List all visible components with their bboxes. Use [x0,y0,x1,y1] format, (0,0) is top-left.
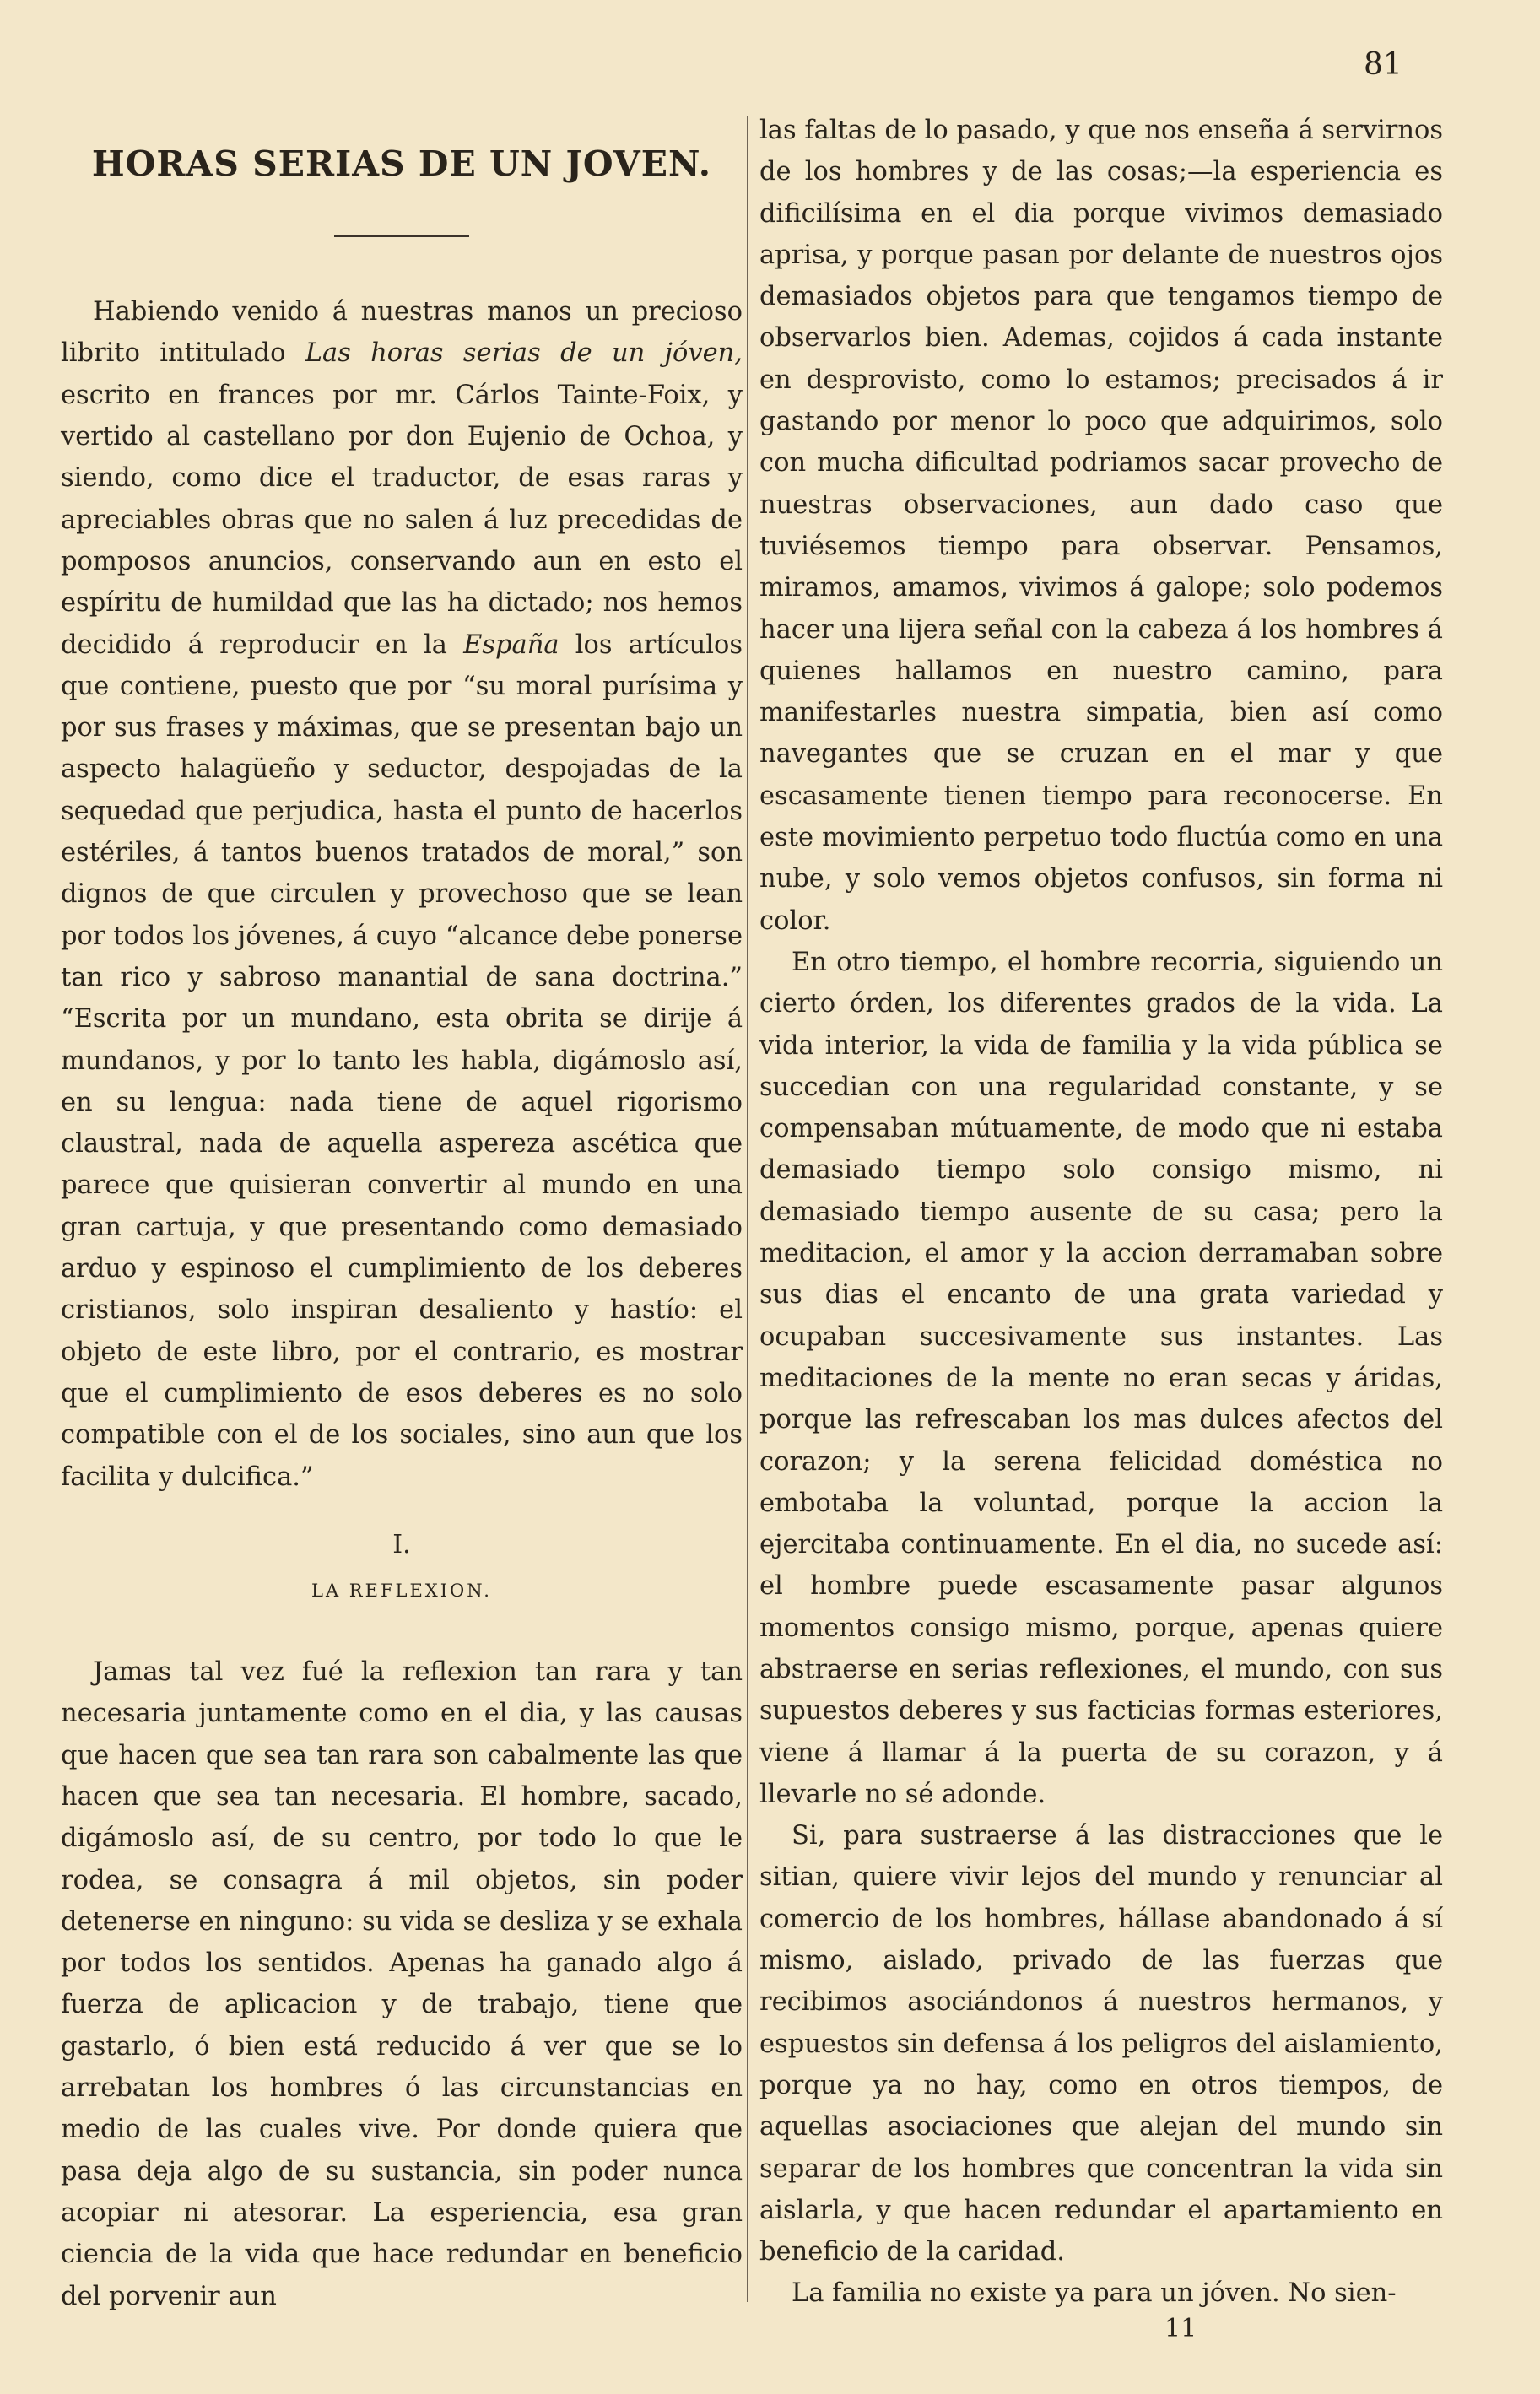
signature-mark: 11 [1164,2314,1197,2343]
section-title: LA REFLEXION. [311,1580,492,1601]
right-column [759,110,1443,2315]
intro-text-c: los artículos que contiene, puesto que por “su moral purísima y por sus frases y máximas, que se presentan bajo un aspecto halagüeño y seductor, despojadas de la sequedad que perjudica, hasta el punto de hacerlos estériles, á tantos buenos tratados de moral,” son dignos de que circulen y provechoso que se lean por todos los jóvenes, á cuyo “alcance debe ponerse tan rico y sabroso manantial de sana doctrina.” “Escrita por un mundano, esta obrita se dirije á mundanos, y por lo tanto les habla, digámoslo así, en su lengua: nada tiene de aquel rigorismo claustral, nada de aquella aspereza ascética que parece que quisieran convertir al mundo en una gran cartuja, y que presentando como demasiado arduo y espinoso el cumplimiento de los deberes cristianos, solo inspiran desaliento y hastío: el objeto de este libro, por el contrario, es mostrar que el cumplimiento de esos deberes es no solo compatible con el de los sociales, sino aun que los facilita y dulcifica.” [61,630,743,1492]
body-paragraph: En otro tiempo, el hombre recorria, siguiendo un cierto órden, los diferentes grados de la vida. La vida interior, la vida de familia y la vida pública se succedian con una regularidad constante, y se compensaban mútuamente, de modo que ni estaba demasiado tiempo solo consigo mismo, ni demasiado tiempo ausente de su casa; pero la meditacion, el amor y la accion derramaban sobre sus dias el encanto de una grata variedad y ocupaban succesivamente sus instantes. Las meditaciones de la mente no eran secas y áridas, porque las refrescaban los mas dulces afectos del corazon; y la serena felicidad doméstica no embotaba la voluntad, porque la accion la ejercitaba continuamente. En el dia, no sucede así: el hombre puede escasamente pasar algunos momentos consigo mismo, porque, apenas quiere abstraerse en serias reflexiones, el mundo, con sus supuestos deberes y sus facticias formas esteriores, viene á llamar á la puerta de su corazon, y á llevarle no sé adonde. [759,947,1443,1809]
page-number: 81 [1364,47,1402,82]
newspaper-name-italic: España [463,630,559,660]
title-rule [334,235,469,237]
intro-text-b: escrito en frances por mr. Cárlos Tainte-Foix, y vertido al castellano por don Eujenio de Ochoa, y siendo, como dice el traductor, de esas raras y apreciables obras que no salen á luz precedidas de pomposos anuncios, conservando aun en esto el espíritu de humildad que las ha dictado; nos hemos decidido á reproducir en la [61,380,743,660]
article-title: HORAS SERIAS DE UN JOVEN. [91,143,712,184]
book-title-italic: Las horas serias de un jóven, [305,338,743,369]
intro-paragraph [61,291,743,1498]
body-paragraph: las faltas de lo pasado, y que nos enseña á servirnos de los hombres y de las cosas;—la esperiencia es dificilísima en el dia porque vivimos demasiado aprisa, y porque pasan por delante de nuestros ojos demasiados objetos para que tengamos tiempo de observarlos bien. Ademas, cojidos á cada instante en desprovisto, como lo estamos; precisados á ir gastando por menor lo poco que adquirimos, solo con mucha dificultad podriamos sacar provecho de nuestras observaciones, aun dado caso que tuviésemos tiempo para observar. Pensamos, miramos, amamos, vivimos á galope; solo podemos hacer una lijera señal con la cabeza á los hombres á quienes hallamos en nuestro camino, para manifestarles nuestra simpatia, bien así como navegantes que se cruzan en el mar y que escasamente tienen tiempo para reconocerse. En este movimiento perpetuo todo fluctúa como en una nube, y solo vemos objetos confusos, sin forma ni color. [759,116,1443,936]
intro-text-a: Habiendo venido á nuestras manos un precioso librito intitulado [61,297,743,369]
body-paragraph: Si, para sustraerse á las distracciones que le sitian, quiere vivir lejos del mundo y renunciar al comercio de los hombres, hállase abandonado á sí mismo, aislado, privado de las fuerzas que recibimos asociándonos á nuestros hermanos, y espuestos sin defensa á los peligros del aislamiento, porque ya no hay, como en otros tiempos, de aquellas asociaciones que alejan del mundo sin separar de los hombres que concentran la vida sin aislarla, y que hacen redundar el apartamiento en beneficio de la caridad. [759,1821,1443,2267]
body-paragraph: Jamas tal vez fué la reflexion tan rara y tan necesaria juntamente como en el dia, y las causas que hacen que sea tan rara son cabalmente las que hacen que sea tan necesaria. El hombre, sacado, digámoslo así, de su centro, por todo lo que le rodea, se consagra á mil objetos, sin poder detenerse en ninguno: su vida se desliza y se exhala por todos los sentidos. Apenas ha ganado algo á fuerza de aplicacion y de trabajo, tiene que gastarlo, ó bien está reducido á ver que se lo arrebatan los hombres ó las circunstancias en medio de las cuales vive. Por donde quiera que pasa deja algo de su sustancia, sin poder nunca acopiar ni atesorar. La esperiencia, esa gran ciencia de la vida que hace redundar en beneficio del porvenir aun [61,1657,743,2311]
left-column [61,100,743,2317]
section-number: I. [392,1529,411,1559]
column-divider [747,116,748,2302]
body-paragraph: La familia no existe ya para un jóven. No sien- [792,2278,1397,2309]
